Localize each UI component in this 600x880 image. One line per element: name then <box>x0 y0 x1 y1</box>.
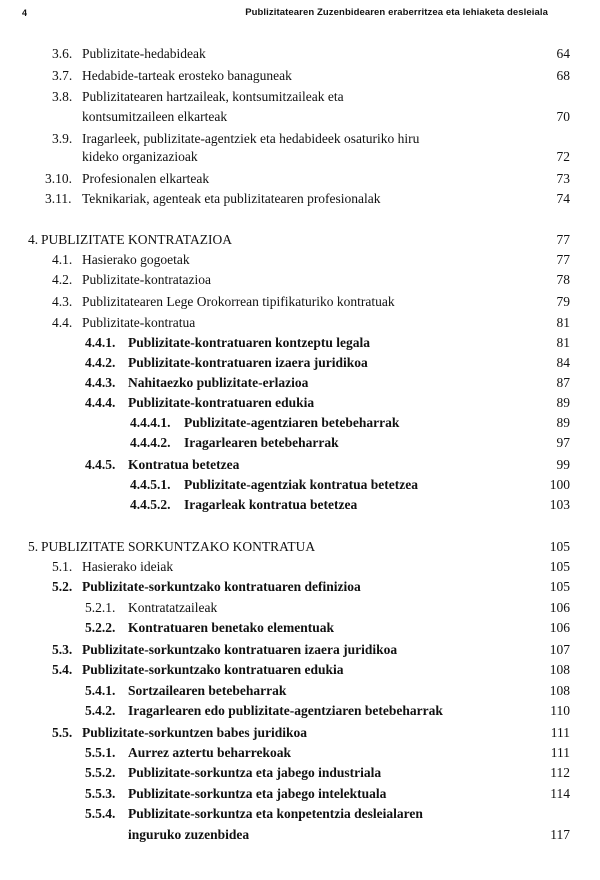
toc-entry <box>0 744 600 764</box>
toc-entry <box>0 764 600 784</box>
toc-entry-number: 3.9. <box>52 131 73 146</box>
toc-entry-title: Publizitate-sorkuntzen babes juridikoa <box>82 725 310 740</box>
toc-entry-page: 111 <box>550 725 570 740</box>
toc-entry-title: Publizitate-sorkuntza eta konpetentzia desleialaren <box>128 806 426 821</box>
toc-entry-number: 5.5. <box>52 725 73 740</box>
toc-entry-title-wrap <box>184 434 536 452</box>
toc-entry-number: 3.6. <box>52 46 73 61</box>
toc-entry-title: PUBLIZITATE KONTRATAZIOA <box>41 232 235 247</box>
toc-entry-number: 3.8. <box>52 89 73 104</box>
toc-entry-title: Publizitate-sorkuntza eta jabego industriala <box>128 765 384 780</box>
toc-entry-page: 68 <box>556 68 570 83</box>
toc-entry-number: 5.4.2. <box>85 703 116 718</box>
toc-entry-page: 70 <box>556 109 570 124</box>
toc-entry <box>0 538 600 558</box>
toc-entry-title-wrap <box>82 724 536 742</box>
toc-entry-page: 77 <box>556 252 570 267</box>
toc-entry-page: 106 <box>549 600 570 615</box>
toc-entry-title: Publizitatearen hartzaileak, kontsumitzaileak eta <box>82 89 347 104</box>
toc-entry-page: 100 <box>549 477 570 492</box>
toc-entry-title: Publizitate-kontratuaren edukia <box>128 395 317 410</box>
toc-entry <box>0 170 600 190</box>
toc-entry-title-wrap <box>82 190 536 208</box>
toc-entry <box>0 88 600 108</box>
toc-entry-title: Publizitate-kontratazioa <box>82 272 214 287</box>
toc-entry-title-wrap <box>128 785 536 803</box>
toc-entry <box>0 578 600 598</box>
toc-entry-title: Hasierako ideiak <box>82 559 176 574</box>
toc-entry-number: 5.5.4. <box>85 806 116 821</box>
toc-entry-title-wrap <box>128 826 536 844</box>
toc-entry-title-wrap <box>41 231 536 249</box>
toc-entry-page: 111 <box>550 745 570 760</box>
toc-entry <box>0 805 600 825</box>
toc-entry-title-wrap <box>82 661 536 679</box>
toc-entry <box>0 641 600 661</box>
toc-entry-page: 99 <box>556 457 570 472</box>
toc-entry-title: Nahitaezko publizitate-erlazioa <box>128 375 311 390</box>
toc-entry-title-wrap <box>82 67 536 85</box>
toc-entry-title: Publizitate-kontratua <box>82 315 198 330</box>
toc-entry-page: 107 <box>549 642 570 657</box>
toc-entry <box>0 599 600 619</box>
toc-entry <box>0 558 600 578</box>
toc-entry-title: Publizitate-sorkuntzako kontratuaren izaera juridikoa <box>82 642 400 657</box>
toc-entry <box>0 619 600 639</box>
toc-entry-title-wrap <box>184 414 536 432</box>
toc-entry-number: 5.3. <box>52 642 73 657</box>
toc-entry-page: 64 <box>556 46 570 61</box>
toc-entry-number: 3.7. <box>52 68 73 83</box>
toc-entry <box>0 496 600 516</box>
toc-entry-title: Publizitate-kontratuaren kontzeptu legala <box>128 335 373 350</box>
toc-entry-page: 112 <box>550 765 570 780</box>
toc-entry-number: 4.4. <box>52 315 73 330</box>
toc-entry-title: inguruko zuzenbidea <box>128 827 252 842</box>
toc-entry-number: 4.4.5.2. <box>130 497 171 512</box>
toc-entry-title: Publizitate-agentziak kontratua betetzea <box>184 477 421 492</box>
toc-entry <box>0 108 600 128</box>
toc-entry-number: 5.1. <box>52 559 73 574</box>
toc-entry-title-wrap <box>128 334 536 352</box>
toc-entry-number: 4.4.4.1. <box>130 415 171 430</box>
toc-entry <box>0 354 600 374</box>
toc-entry-page: 114 <box>550 786 570 801</box>
toc-entry-title: Kontratuaren benetako elementuak <box>128 620 337 635</box>
toc-entry-number: 5.2. <box>52 579 73 594</box>
toc-entry-page: 84 <box>556 355 570 370</box>
toc-entry-page: 81 <box>556 335 570 350</box>
toc-entry-number: 5.4. <box>52 662 73 677</box>
toc-entry-number: 3.10. <box>45 171 72 186</box>
toc-entry-title-wrap <box>184 476 536 494</box>
toc-entry-title-wrap <box>82 45 536 63</box>
page-number: 4 <box>22 8 28 18</box>
toc-entry-title-wrap <box>128 702 536 720</box>
toc-entry-number: 4.4.4. <box>85 395 116 410</box>
toc-entry-title: Sortzailearen betebeharrak <box>128 683 289 698</box>
toc-entry-title: Publizitatearen Lege Orokorrean tipifikaturiko kontratuak <box>82 294 398 309</box>
toc-entry-title: Hasierako gogoetak <box>82 252 193 267</box>
toc-entry-number: 4.4.4.2. <box>130 435 171 450</box>
toc-entry-title: Publizitate-hedabideak <box>82 46 209 61</box>
toc-entry <box>0 231 600 251</box>
toc-entry-number: 5. <box>28 539 39 554</box>
toc-entry-page: 72 <box>556 149 570 164</box>
toc-entry-title: Iragarleak kontratua betetzea <box>184 497 360 512</box>
running-header <box>10 6 590 22</box>
toc-entry-number: 4.4.1. <box>85 335 116 350</box>
toc-entry-number: 4.4.5.1. <box>130 477 171 492</box>
toc-entry-title: Iragarleek, publizitate-agentziek eta hedabideek osaturiko hiru <box>82 131 422 146</box>
toc-entry-title-wrap <box>82 293 536 311</box>
toc-entry-title-wrap <box>128 456 536 474</box>
toc-entry <box>0 67 600 87</box>
toc-entry-title: Publizitate-agentziaren betebeharrak <box>184 415 402 430</box>
toc-entry <box>0 251 600 271</box>
toc-entry-page: 89 <box>556 395 570 410</box>
toc-entry-title-wrap <box>128 805 570 823</box>
toc-entry-title-wrap <box>128 374 536 392</box>
toc-entry-title-wrap <box>82 108 536 126</box>
toc-entry-title: Publizitate-sorkuntzako kontratuaren definizioa <box>82 579 364 594</box>
toc-entry-page: 105 <box>549 559 570 574</box>
toc-entry-number: 5.5.2. <box>85 765 116 780</box>
toc-entry-page: 87 <box>556 375 570 390</box>
toc-entry-page: 97 <box>556 435 570 450</box>
toc-entry-title: Kontratua betetzea <box>128 457 242 472</box>
running-title: Publizitatearen Zuzenbidearen eraberritzea eta lehiaketa desleiala <box>245 7 548 18</box>
toc-entry <box>0 293 600 313</box>
toc-entry-title: Hedabide-tarteak erosteko banaguneak <box>82 68 295 83</box>
toc-entry-number: 4.3. <box>52 294 73 309</box>
toc-entry-title-wrap <box>82 148 536 166</box>
toc-entry-title-wrap <box>82 251 536 269</box>
toc-entry <box>0 314 600 334</box>
toc-entry <box>0 394 600 414</box>
toc-entry-title-wrap <box>82 88 570 106</box>
toc-entry <box>0 148 600 168</box>
toc-entry-page: 79 <box>556 294 570 309</box>
toc-entry-page: 89 <box>556 415 570 430</box>
toc-entry <box>0 434 600 454</box>
toc-entry-title: PUBLIZITATE SORKUNTZAKO KONTRATUA <box>41 539 318 554</box>
toc-entry-page: 105 <box>549 539 570 554</box>
toc-entry-title-wrap <box>128 394 536 412</box>
toc-entry-number: 4.4.2. <box>85 355 116 370</box>
toc-entry-title-wrap <box>128 619 536 637</box>
toc-entry-title-wrap <box>41 538 536 556</box>
toc-entry-page: 77 <box>556 232 570 247</box>
toc-entry-page: 110 <box>550 703 570 718</box>
toc-entry-title: Iragarlearen edo publizitate-agentziaren betebeharrak <box>128 703 446 718</box>
toc-entry-number: 5.5.3. <box>85 786 116 801</box>
toc-entry-number: 4.4.3. <box>85 375 116 390</box>
toc-entry-page: 81 <box>556 315 570 330</box>
toc-entry-number: 5.2.1. <box>85 600 116 615</box>
toc-entry-title: Iragarlearen betebeharrak <box>184 435 342 450</box>
toc-entry-title-wrap <box>128 764 536 782</box>
toc-entry-page: 78 <box>556 272 570 287</box>
toc-entry-page: 74 <box>556 191 570 206</box>
toc-entry-title-wrap <box>184 496 536 514</box>
toc-entry-title-wrap <box>82 558 536 576</box>
toc-entry-title-wrap <box>82 641 536 659</box>
toc-entry-page: 117 <box>550 827 570 842</box>
toc-entry-number: 4.4.5. <box>85 457 116 472</box>
toc-entry-number: 5.5.1. <box>85 745 116 760</box>
toc-entry-title-wrap <box>128 682 536 700</box>
toc-entry-title: Publizitate-sorkuntza eta jabego intelektuala <box>128 786 389 801</box>
toc-entry-title-wrap <box>82 170 536 188</box>
toc-entry <box>0 374 600 394</box>
toc-entry-page: 108 <box>549 662 570 677</box>
toc-entry-title-wrap <box>82 271 536 289</box>
toc-entry-title-wrap <box>82 314 536 332</box>
toc-entry-title-wrap <box>82 130 570 148</box>
toc-entry <box>0 785 600 805</box>
toc-entry-number: 4. <box>28 232 39 247</box>
toc-entry-page: 108 <box>549 683 570 698</box>
toc-entry-number: 4.2. <box>52 272 73 287</box>
toc-entry <box>0 456 600 476</box>
toc-entry-number: 3.11. <box>45 191 72 206</box>
toc-entry-title: Publizitate-sorkuntzako kontratuaren edukia <box>82 662 347 677</box>
toc-entry <box>0 45 600 65</box>
toc-entry-title: kontsumitzaileen elkarteak <box>82 109 230 124</box>
toc-entry-title: Teknikariak, agenteak eta publizitatearen profesionalak <box>82 191 384 206</box>
toc-entry-title-wrap <box>128 744 536 762</box>
toc-entry-title: Aurrez aztertu beharrekoak <box>128 745 294 760</box>
toc-entry <box>0 682 600 702</box>
toc-entry <box>0 476 600 496</box>
toc-entry-title-wrap <box>82 578 536 596</box>
toc-entry-number: 5.4.1. <box>85 683 116 698</box>
toc-entry <box>0 414 600 434</box>
toc-entry-title-wrap <box>128 599 536 617</box>
toc-entry-number: 4.1. <box>52 252 73 267</box>
toc-entry-number: 5.2.2. <box>85 620 116 635</box>
toc-entry <box>0 334 600 354</box>
toc-entry-page: 105 <box>549 579 570 594</box>
toc-entry <box>0 724 600 744</box>
toc-entry-page: 73 <box>556 171 570 186</box>
toc-entry <box>0 190 600 210</box>
toc-entry <box>0 271 600 291</box>
toc-entry-title-wrap <box>128 354 536 372</box>
toc-entry <box>0 130 600 150</box>
toc-entry <box>0 826 600 846</box>
toc-entry-title: Kontratatzaileak <box>128 600 220 615</box>
toc-entry <box>0 702 600 722</box>
toc-entry-page: 106 <box>549 620 570 635</box>
toc-entry-title: kideko organizazioak <box>82 149 201 164</box>
toc-entry-page: 103 <box>549 497 570 512</box>
toc-entry-title: Profesionalen elkarteak <box>82 171 212 186</box>
toc-entry <box>0 661 600 681</box>
toc-entry-title: Publizitate-kontratuaren izaera juridikoa <box>128 355 371 370</box>
